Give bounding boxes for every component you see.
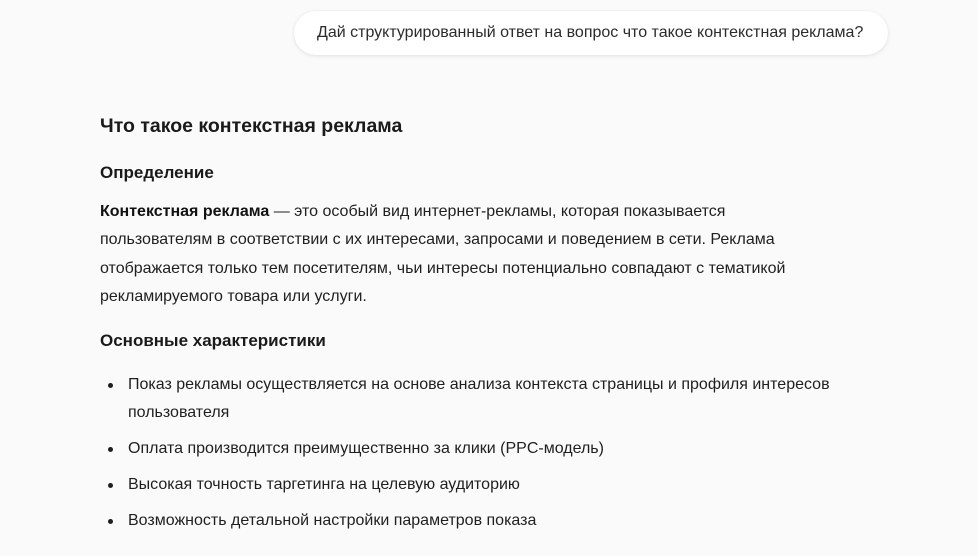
list-item [100,371,860,427]
list-item [100,435,860,463]
features-heading: Основные характеристики [100,331,326,350]
bullet-icon [108,483,113,488]
definition-heading: Определение [100,163,214,182]
definition-term: Контекстная реклама [100,203,270,220]
list-item [100,471,860,499]
bullet-icon [108,519,113,524]
answer-title: Что такое контекстная реклама [100,115,403,137]
user-message-text: Дай структурированный ответ на вопрос что такое контекстная реклама? [317,24,864,41]
list-item [100,507,860,535]
user-message-bubble [294,11,888,55]
bullet-icon [108,383,113,388]
list-item-text: Показ рекламы осуществляется на основе анализа контекста страницы и профиля интересов пользователя [128,376,830,421]
bullet-icon [108,447,113,452]
list-item-text: Высокая точность таргетинга на целевую аудиторию [128,476,520,493]
list-item-text: Оплата производится преимущественно за клики (PPC-модель) [128,440,604,457]
definition-text: — это особый вид интернет-рекламы, которая показывается пользователям в соответствии с их интересами, запросами и поведением в сети. Реклама отображается только тем посетителям, чьи интересы потенциально совпадают с тематикой рекламируемого товара или услуги. [100,203,786,305]
features-list [100,371,860,543]
list-item-text: Возможность детальной настройки параметров показа [128,512,537,529]
definition-paragraph [100,198,840,311]
